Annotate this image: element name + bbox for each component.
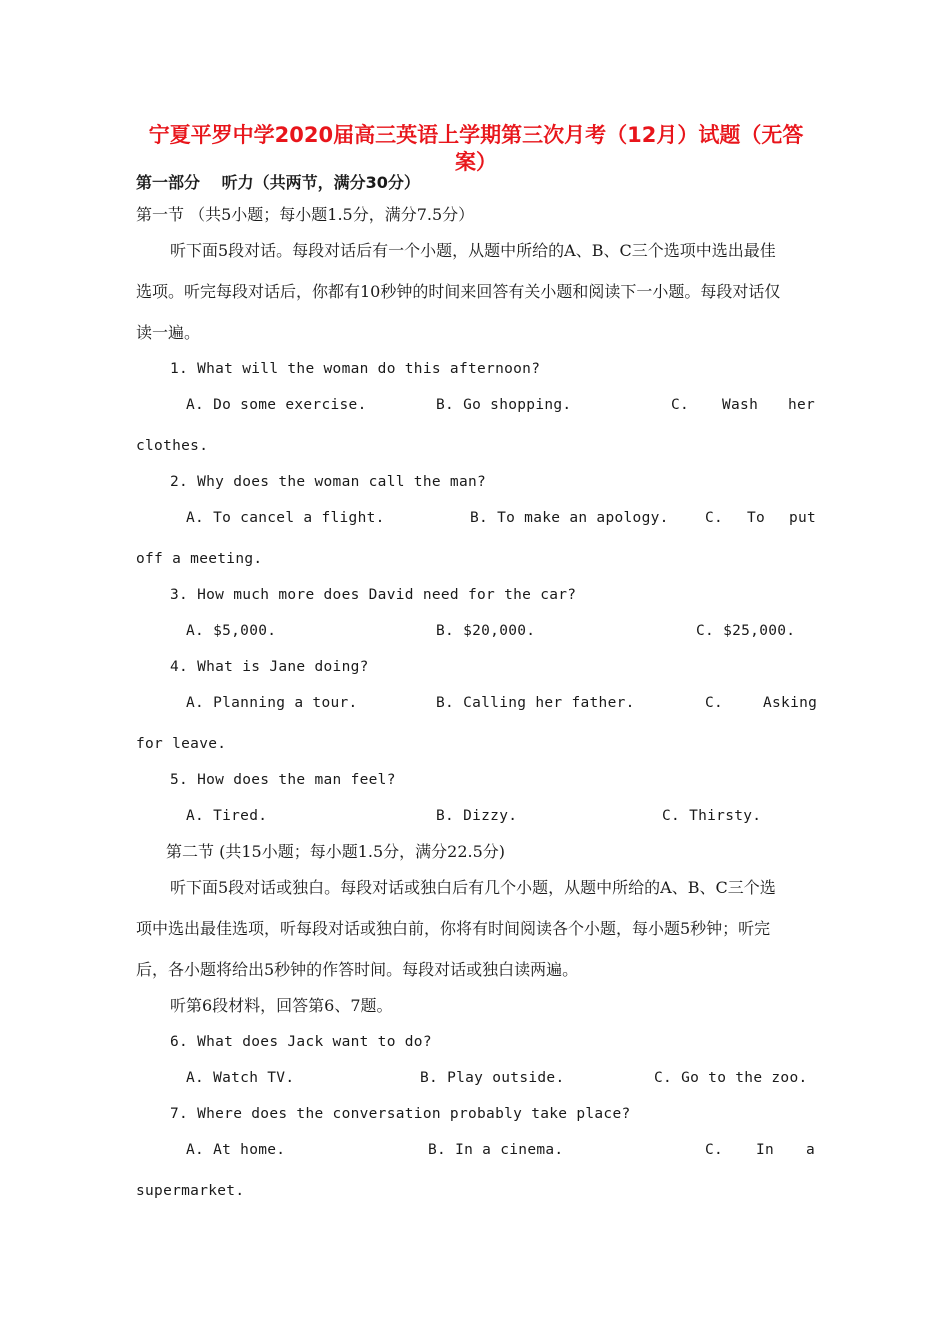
question-stem: 7. Where does the conversation probably take place? [170,1106,631,1122]
section2-instruction-line: 听下面5段对话或独白。每段对话或独白后有几个小题，从题中所给的A、B、C三个选 [170,878,776,897]
option-c: C. Go to the zoo. [654,1070,808,1086]
option-c-word: In [756,1142,775,1158]
option-c: C. Thirsty. [662,808,762,824]
option-a: A. Watch TV. [186,1070,295,1086]
question-stem: 2. Why does the woman call the man? [170,474,487,490]
question-stem: 5. How does the man feel? [170,772,396,788]
option-b: B. $20,000. [436,623,536,639]
section1-instruction-line: 听下面5段对话。每段对话后有一个小题，从题中所给的A、B、C三个选项中选出最佳 [170,241,776,260]
option-c-word: her [788,397,816,413]
option-c-continuation: for leave. [136,736,227,752]
option-c-word: Wash [722,397,759,413]
option-c-word: To [747,510,766,526]
option-c-continuation: supermarket. [136,1183,245,1199]
section2-instruction-line: 项中选出最佳选项，听每段对话或独白前，你将有时间阅读各个小题，每小题5秒钟；听完 [136,919,771,938]
option-a: A. Tired. [186,808,268,824]
section1-instruction-line: 选项。听完每段对话后，你都有10秒钟的时间来回答有关小题和阅读下一小题。每段对话仅 [136,282,781,301]
option-a: A. To cancel a flight. [186,510,385,526]
option-c-word: put [789,510,817,526]
section2-heading: 第二节 (共15小题；每小题1.5分，满分22.5分) [166,842,506,861]
option-c-word: a [806,1142,816,1158]
option-c-word: Asking [763,695,818,711]
option-c-letter: C. [705,695,724,711]
section1-instruction-line: 读一遍。 [136,323,201,342]
option-b: B. Go shopping. [436,397,572,413]
question-stem: 6. What does Jack want to do? [170,1034,432,1050]
option-b: B. Calling her father. [436,695,635,711]
question-stem: 3. How much more does David need for the car? [170,587,577,603]
document-title: 宁夏平罗中学2020届高三英语上学期第三次月考（12月）试题（无答案） [148,123,804,174]
section1-heading: 第一节 （共5小题；每小题1.5分，满分7.5分） [136,205,475,224]
option-c-continuation: off a meeting. [136,551,263,567]
option-c-letter: C. [705,510,724,526]
material-instruction: 听第6段材料，回答第6、7题。 [170,996,393,1015]
option-b: B. In a cinema. [428,1142,564,1158]
option-c-continuation: clothes. [136,438,209,454]
option-a: A. At home. [186,1142,286,1158]
question-stem: 1. What will the woman do this afternoon? [170,361,541,377]
option-b: B. Play outside. [420,1070,565,1086]
option-b: B. To make an apology. [470,510,669,526]
section2-instruction-line: 后，各小题将给出5秒钟的作答时间。每段对话或独白读两遍。 [136,960,579,979]
option-c: C. $25,000. [696,623,796,639]
option-a: A. $5,000. [186,623,277,639]
option-a: A. Do some exercise. [186,397,367,413]
question-stem: 4. What is Jane doing? [170,659,369,675]
option-c-letter: C. [671,397,690,413]
option-a: A. Planning a tour. [186,695,358,711]
part1-heading: 第一部分 听力（共两节，满分30分） [136,173,420,192]
option-b: B. Dizzy. [436,808,518,824]
option-c-letter: C. [705,1142,724,1158]
